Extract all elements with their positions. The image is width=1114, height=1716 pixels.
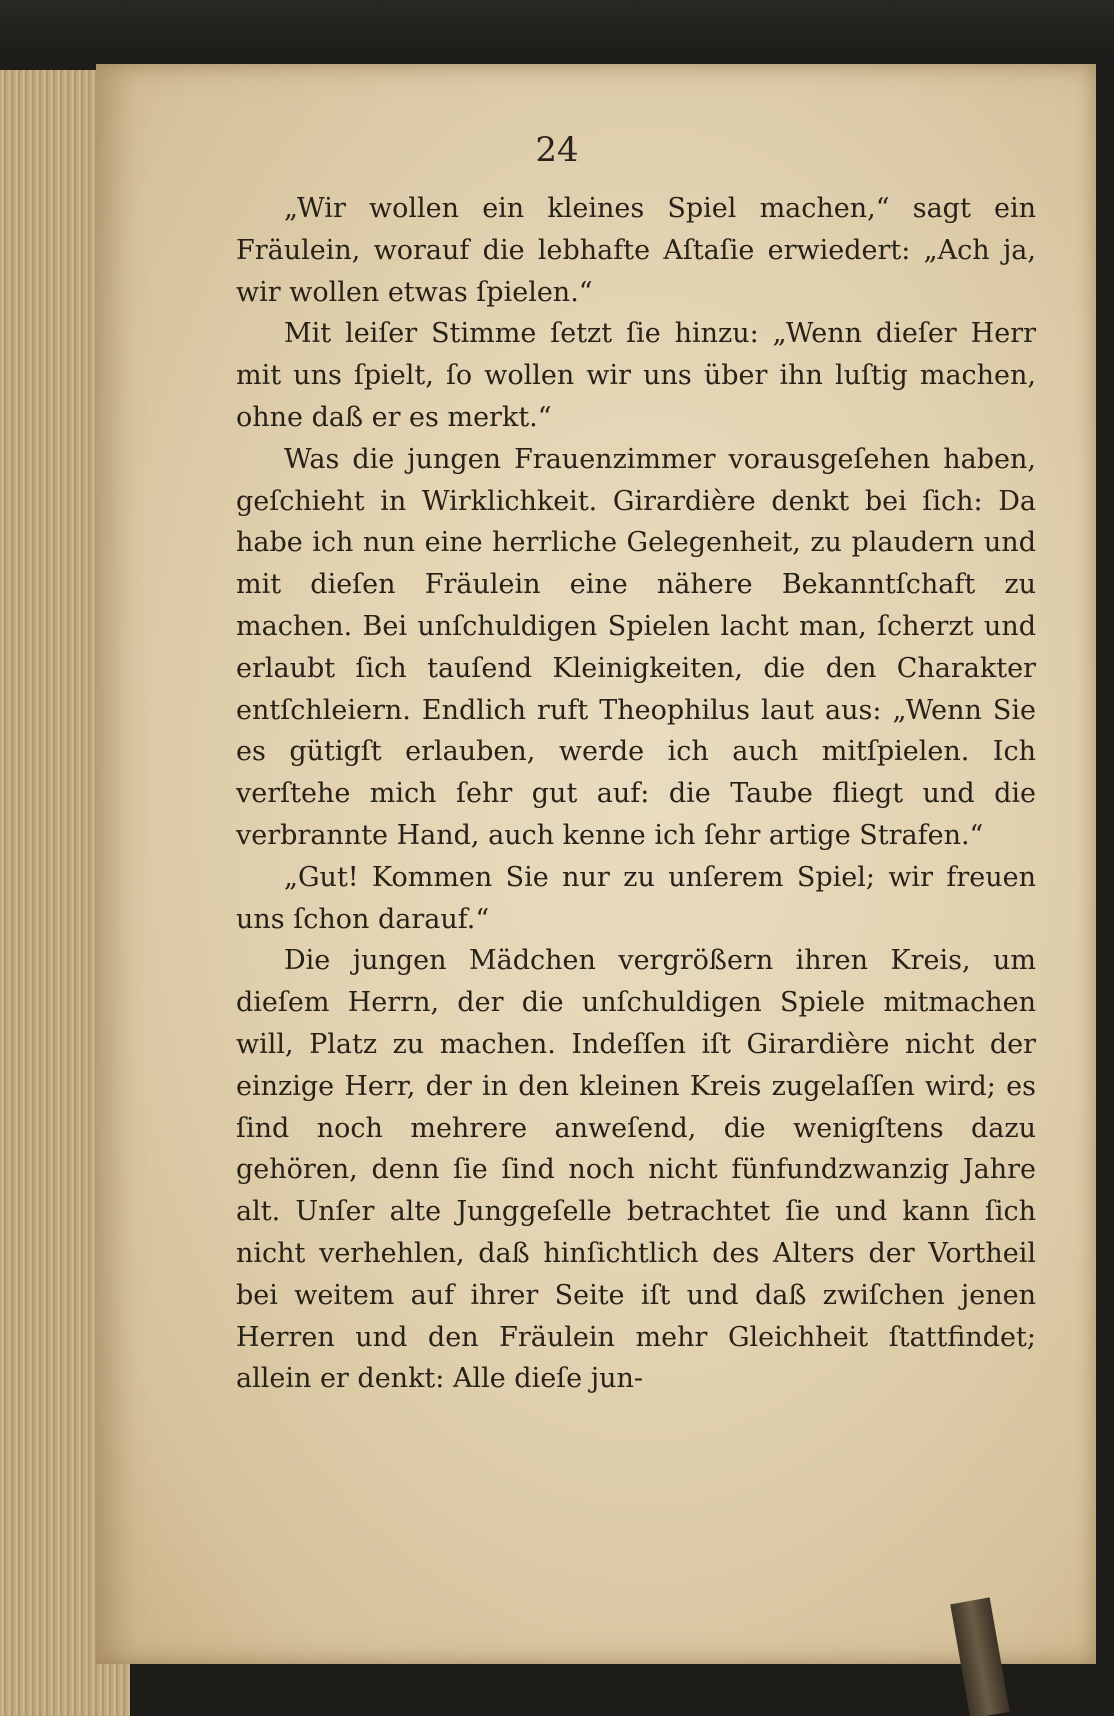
body-text bbox=[236, 188, 1036, 1400]
paragraph-2: Mit leiſer Stimme ſetzt ſie hinzu: „Wenn dieſer Herr mit uns ſpielt, ſo wollen wir uns über ihn luſtig machen, ohne daß er es merkt.“ bbox=[236, 318, 1036, 433]
paragraph-3: Was die jungen Frauenzimmer vorausgeſehen haben, geſchieht in Wirklichkeit. Girardière denkt bei ſich: Da habe ich nun eine herrliche Gelegenheit, zu plaudern und mit dieſen Fräulein eine nähere Bekanntſchaft zu machen. Bei unſchuldigen Spielen lacht man, ſcherzt und erlaubt ſich tauſend Kleinigkeiten, die den Charakter entſchleiern. Endlich ruft Theophilus laut aus: „Wenn Sie es gütigſt erlauben, werde ich auch mitſpielen. Ich verſtehe mich ſehr gut auf: die Taube fliegt und die verbrannte Hand, auch kenne ich ſehr artige Strafen.“ bbox=[236, 443, 1036, 851]
page-number: 24 bbox=[535, 130, 579, 170]
paragraph-4: „Gut! Kommen Sie nur zu unſerem Spiel; wir freuen uns ſchon darauf.“ bbox=[236, 861, 1036, 935]
paragraph-1: „Wir wollen ein kleines Spiel machen,“ sagt ein Fräulein, worauf die lebhafte Aſtaſie erwiedert: „Ach ja, wir wollen etwas ſpielen.“ bbox=[236, 193, 1036, 308]
paragraph-5: Die jungen Mädchen vergrößern ihren Kreis, um dieſem Herrn, der die unſchuldigen Spiele mitmachen will, Platz zu machen. Indeſſen iſt Girardière nicht der einzige Herr, der in den kleinen Kreis zugelaſſen wird; es ſind noch mehrere anweſend, die wenigſtens dazu gehören, denn ſie ſind noch nicht fünfundzwanzig Jahre alt. Unſer alte Junggeſelle betrachtet ſie und kann ſich nicht verhehlen, daß hinſichtlich des Alters der Vortheil bei weitem auf ihrer Seite iſt und daß zwiſchen jenen Herren und den Fräulein mehr Gleichheit ſtattfindet; allein er denkt: Alle dieſe jun- bbox=[236, 945, 1036, 1395]
